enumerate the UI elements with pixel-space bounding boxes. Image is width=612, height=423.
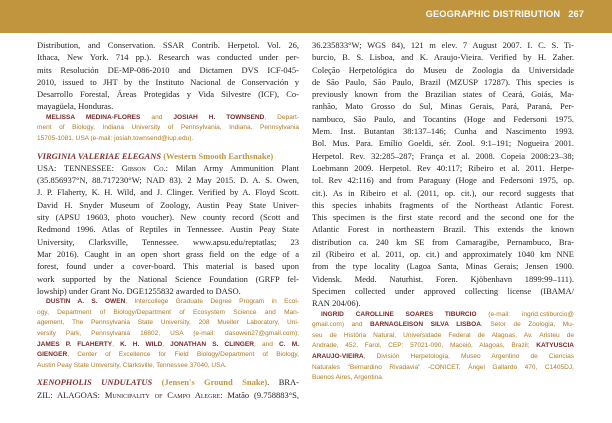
author-name: JAMES P. FLAHERTY <box>37 340 113 348</box>
text-line: Desarrollo Forestal, Áreas Protegidas y Vida Silvestre (ICF), Co- <box>37 89 299 100</box>
author-name: GIENGER <box>37 351 68 359</box>
affiliation-line: Naturales "Bernardino Rivadavia" -CONICET, Ángel Gallardo 470, C1405DJ, <box>312 363 574 371</box>
text-line: from the type locality (Lagoa Santa, Minas Gerais; Jensen 1900. <box>312 261 574 272</box>
author-name: ARAUJO-VIEIRA <box>312 352 364 360</box>
text-line: de São Paulo, São Paulo, Brazil (MZUSP 17287). This species is <box>312 76 574 87</box>
text-line: University, Clarksville, Tennessee. www.apsu.edu/reptatlas; 23 <box>37 236 299 247</box>
text-line: (35.856937°N, 88.717230°W; NAD 83). 2 May 2015. D. A. S. Owen, <box>37 175 299 186</box>
text-line: sity (APSU 19603, photo voucher). New county record (Scott and <box>37 212 299 223</box>
text-line: lowship) under Grant No. DGE1255832 awarded to DASO. <box>37 285 241 296</box>
affiliation-line: versity Park, Pennsylvania 16802, USA (e-mail: dasowen27@gmail.com); <box>37 329 299 337</box>
author-name: C. M. <box>279 340 299 348</box>
text-line: nambuco, São Paulo, and Tocantins (Hoge and Federsoni 1975. <box>312 113 574 124</box>
county-name: Gibson Co. <box>121 162 166 173</box>
text-line: Herpetol. Rev. 32:285–287; França et al. 2008. Copeia 2008:23–38; <box>312 150 574 161</box>
author-line: gmail.com) and BARNAGLEISON SILVA LISBOA, Setor de Zoologia, Mu- <box>312 321 574 329</box>
right-column <box>312 39 574 384</box>
affiliation-line: ment of Biology, Indiana University of Pennsylvania, Indiana, Pennsylvania <box>37 124 299 132</box>
page-number: 267 <box>568 9 584 19</box>
affiliation-line: 15705-1081, USA (e-mail: josiah.townsend@iup.edu). <box>37 134 194 142</box>
author-line: INGRID CAROLLINE SOARES TIBURCIO (e-mail: ingrid.cstiburcio@ <box>321 310 574 318</box>
text-line: this species inhabits fragments of the Northeast Atlantic Forest. <box>312 199 574 210</box>
text-line: Vidensk. Medd. Naturhist. Foren. Kjöbenhavn 1899:99–111). <box>312 273 574 284</box>
text-line: cit.). As in Ribeiro et al. (2011, op. cit.), our record suggests that <box>312 187 574 198</box>
text-line: Redmond 1996. Atlas of Reptiles in Tennessee. Austin Peay State <box>37 224 299 235</box>
author-line: MELISSA MEDINA-FLORES and JOSIAH H. TOWNSEND, Depart- <box>46 113 299 121</box>
text-line: Ithaca, New York. 714 pp.). Research was conducted under per- <box>37 52 299 63</box>
text-line: mayagüela, Honduras. <box>37 101 114 112</box>
text-line: 2010, issued to JHT by the Instituto Nacional de Conservación y <box>37 76 299 87</box>
author-name: K. H. WILD <box>120 340 163 348</box>
text-line: J. P. Flaherty, K. H. Wild, and J. Clinger. Verified by A. Floyd Scott. <box>37 187 299 198</box>
text-line: zil (Ribeiro et al. 2011, op. cit.) and approximately 1040 km NNE <box>312 249 574 260</box>
text-line: distribution ca. 240 km SE from Camaragibe, Pernambuco, Bra- <box>312 236 574 247</box>
text-line: USA: TENNESSEE: Gibson Co.: Milan Army Ammunition Plant <box>37 162 299 173</box>
text-line: Mar 2016). Caught in an open short grass field on the edge of a <box>37 248 299 259</box>
text-line: Coleção Herpetológica do Museu de Zoologia da Universidade <box>312 64 574 75</box>
affiliation-line: agement, The Pennsylvania State University, 208 Mueller Laboratory, Uni- <box>37 319 299 327</box>
author-name: BARNAGLEISON SILVA LISBOA <box>369 321 481 329</box>
text-line: tol. Rev 42:116) and from Paraguay (Hoge and Federsoni 1975, op. <box>312 175 574 186</box>
author-name: JONATHAN S. CLINGER <box>170 340 254 348</box>
header-bar <box>0 0 612 33</box>
text-line: forest, found under a cover-board. This material is based upon <box>37 261 299 272</box>
text-line: Mem. Inst. Butantan 38:137–146; Cunha and Nascimento 1993. <box>312 126 574 137</box>
author-line: GIENGER, Center of Excellence for Field Biology/Department of Biology, <box>37 351 299 359</box>
author-name: MELISSA MEDINA-FLORES <box>46 113 141 121</box>
affiliation-line: seu de História Natural, Universidade Federal de Alagoas, Av. Aristeu de <box>312 331 574 339</box>
text-line: David H. Snyder Museum of Zoology, Austin Peay State Univer- <box>37 199 299 210</box>
text-line: work supported by the National Science Foundation (GRFP fel- <box>37 273 299 284</box>
author-name: KATYUSCIA <box>536 342 574 350</box>
affiliation-line: Austin Peay State University, Clarksville, Tennessee 37040, USA. <box>37 361 227 369</box>
running-header <box>426 8 584 20</box>
text-line: Atlantic Forest in northeastern Brazil. This extends the known <box>312 224 574 235</box>
author-name: INGRID CAROLLINE SOARES TIBURCIO <box>321 310 477 318</box>
text-line: Specimen collected under approved collecting license (IBAMA/ <box>312 285 574 296</box>
species-heading: XENOPHOLIS UNDULATUS (Jensen's Ground Snake). BRA- <box>37 377 299 388</box>
species-name: VIRGINIA VALERIAE ELEGANS <box>37 150 162 161</box>
affiliation-line: Buenos Aires, Argentina. <box>312 374 384 382</box>
left-column <box>37 39 299 401</box>
author-line: DUSTIN A. S. OWEN, Intercollege Graduate Degree Program in Ecol- <box>46 298 299 306</box>
text-line: previously known from the Brazilian states of Ceará, Goiás, Ma- <box>312 89 574 100</box>
text-line: Loebmann 2009. Herpetol. Rev 40:117; Ribeiro et al. 2011. Herpe- <box>312 162 574 173</box>
text-line: ranhão, Mato Grosso do Sul, Minas Gerais, Pará, Paraná, Per- <box>312 101 574 112</box>
section-title: GEOGRAPHIC DISTRIBUTION <box>425 9 561 19</box>
text-line: mits Resolución DE-MP-086-2010 and Dictamen DVS ICF-045- <box>37 64 299 75</box>
author-name: JOSIAH H. TOWNSEND <box>173 113 265 121</box>
text-line: burcio, B. S. Lisboa, and K. Araujo-Vieira. Verified by H. Zaher. <box>312 52 574 63</box>
text-line: 36.235833°W; WGS 84), 121 m elev. 7 August 2007. I. C. S. Ti- <box>312 40 574 50</box>
common-name: (Western Smooth Earthsnake) <box>161 150 274 161</box>
affiliation-line: ogy, Department of Biology/Department of Ecosystem Science and Man- <box>37 308 299 316</box>
species-heading <box>37 150 299 162</box>
author-line: JAMES P. FLAHERTY, K. H. WILD, JONATHAN S. CLINGER, and C. M. <box>37 340 299 348</box>
text-line: Bol. Mus. Para. Emílio Goeldi, sér. Zool. 9:1–191; Nogueira 2001. <box>312 138 574 149</box>
text-line: Distribution, and Conservation. SSAR Contrib. Herpetol. Vol. 26, <box>37 40 299 50</box>
common-name: (Jensen's Ground Snake) <box>152 377 268 388</box>
author-line: Andrade, 452, Farol, CEP: 57021-090, Maceió, Alagoas, Brazil; KATYUSCIA <box>312 342 574 350</box>
text-line: RAN 204/06). <box>312 298 361 309</box>
author-line: ARAUJO-VIEIRA, División Herpetología, Museo Argentino de Ciencias <box>312 352 574 360</box>
text-line: ZIL: ALAGOAS: Municipality of Campo Alegre: Matão (9.758883°S, <box>37 389 299 400</box>
municipality-name: Municipality of Campo Alegre <box>104 389 221 400</box>
species-name: XENOPHOLIS UNDULATUS <box>37 377 153 388</box>
text-line: This specimen is the first state record and the second one for the <box>312 212 574 223</box>
author-name: DUSTIN A. S. OWEN <box>46 298 126 306</box>
